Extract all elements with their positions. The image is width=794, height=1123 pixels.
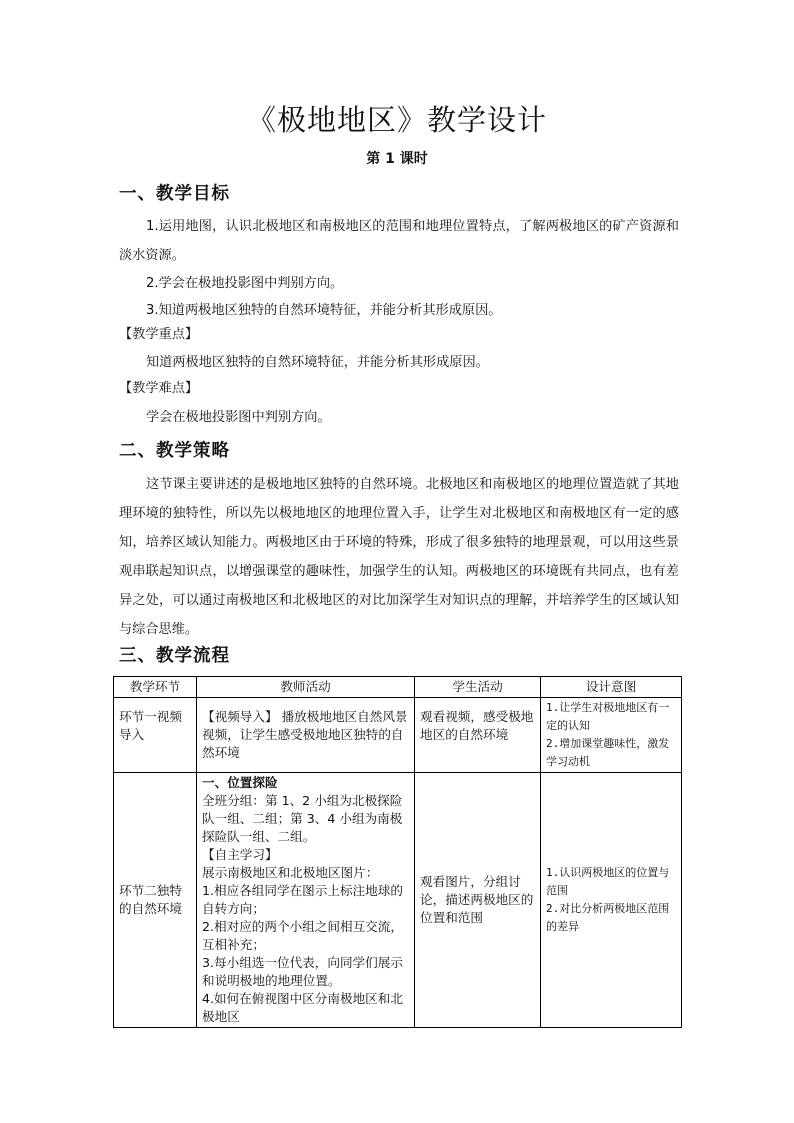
goal-item: 2.学会在极地投影图中判别方向。 <box>146 276 344 291</box>
student-activity-cell: 观看视频，感受极地地区的自然环境 <box>415 698 541 773</box>
column-header: 教学环节 <box>114 677 197 698</box>
teacher-activity-cell: 【视频导入】 播放极地地区自然风景视频，让学生感受极地地区独特的自然环境 <box>197 698 415 773</box>
column-header: 学生活动 <box>415 677 541 698</box>
intent-item: 2.对比分析两极地区范围的差异 <box>546 902 670 933</box>
section-heading-goals: 一、教学目标 <box>119 184 230 204</box>
intent-item: 1.让学生对极地地区有一定的认知 <box>546 701 670 732</box>
teaching-flow-table <box>113 676 682 1028</box>
lesson-period: 第 1 课时 <box>366 151 428 167</box>
intent-item: 1.认识两极地区的位置与范围 <box>546 866 670 897</box>
teacher-activity-line: 展示南极地区和北极地区图片： <box>202 865 379 880</box>
goal-item: 1.运用地图，认识北极地区和南极地区的范围和地理位置特点，了解两极地区的矿产资源和淡水资源。 <box>119 219 679 263</box>
goal-item: 3.知道两极地区独特的自然环境特征，并能分析其形成原因。 <box>146 303 502 318</box>
teacher-activity-line: 2.相对应的两个小组之间相互交流，互相补充； <box>202 919 403 952</box>
teacher-activity-line: 4.如何在俯视图中区分南极地区和北极地区 <box>202 991 403 1024</box>
table-row <box>114 698 682 773</box>
strategy-paragraph: 这节课主要讲述的是极地地区独特的自然环境。北极地区和南极地区的地理位置造就了其地理环境的独特性，所以先以极地地区的地理位置入手，让学生对北极地区和南极地区有一定的感知，培养区域认知能力。两极地区由于环境的特殊，形成了很多独特的地理景观，可以用这些景观串联起知识点，以增强课堂的趣味性，加强学生的认知。两极地区的环境既有共同点，也有差异之处，可以通过南极地区和北极地区的对比加深学生对知识点的理解，并培养学生的区域认知与综合思维。 <box>119 477 679 637</box>
teacher-activity-cell <box>197 773 415 1028</box>
section-heading-strategy: 二、教学策略 <box>119 441 230 461</box>
teacher-activity-heading: 一、位置探险 <box>202 775 278 790</box>
table-header-row <box>114 677 682 698</box>
stage-cell: 环节一视频导入 <box>114 698 197 773</box>
column-header: 教师活动 <box>197 677 415 698</box>
design-intent-cell <box>541 698 682 773</box>
document-title: 《极地地区》教学设计 <box>246 103 547 137</box>
difficulty-text: 学会在极地投影图中判别方向。 <box>146 410 331 425</box>
student-activity-cell: 观看图片，分组讨论，描述两极地区的位置和范围 <box>415 773 541 1028</box>
key-point-text: 知道两极地区独特的自然环境特征，并能分析其形成原因。 <box>146 355 489 370</box>
teacher-activity-line: 3.每小组选一位代表，向同学们展示和说明极地的地理位置。 <box>202 955 403 988</box>
section-heading-flow: 三、教学流程 <box>119 646 230 666</box>
teacher-activity-line: 全班分组：第 1、2 小组为北极探险队一组、二组；第 3、4 小组为南极探险队一组、二组。 <box>202 793 403 844</box>
table-row <box>114 773 682 1028</box>
stage-cell: 环节二独特的自然环境 <box>114 773 197 1028</box>
column-header: 设计意图 <box>541 677 682 698</box>
key-point-label: 【教学重点】 <box>119 327 199 342</box>
teacher-activity-line: 【自主学习】 <box>202 847 278 862</box>
teacher-activity-line: 1.相应各组同学在图示上标注地球的自转方向； <box>202 883 403 916</box>
intent-item: 2.增加课堂趣味性，激发学习动机 <box>546 737 670 768</box>
design-intent-cell <box>541 773 682 1028</box>
difficulty-label: 【教学难点】 <box>119 381 199 396</box>
